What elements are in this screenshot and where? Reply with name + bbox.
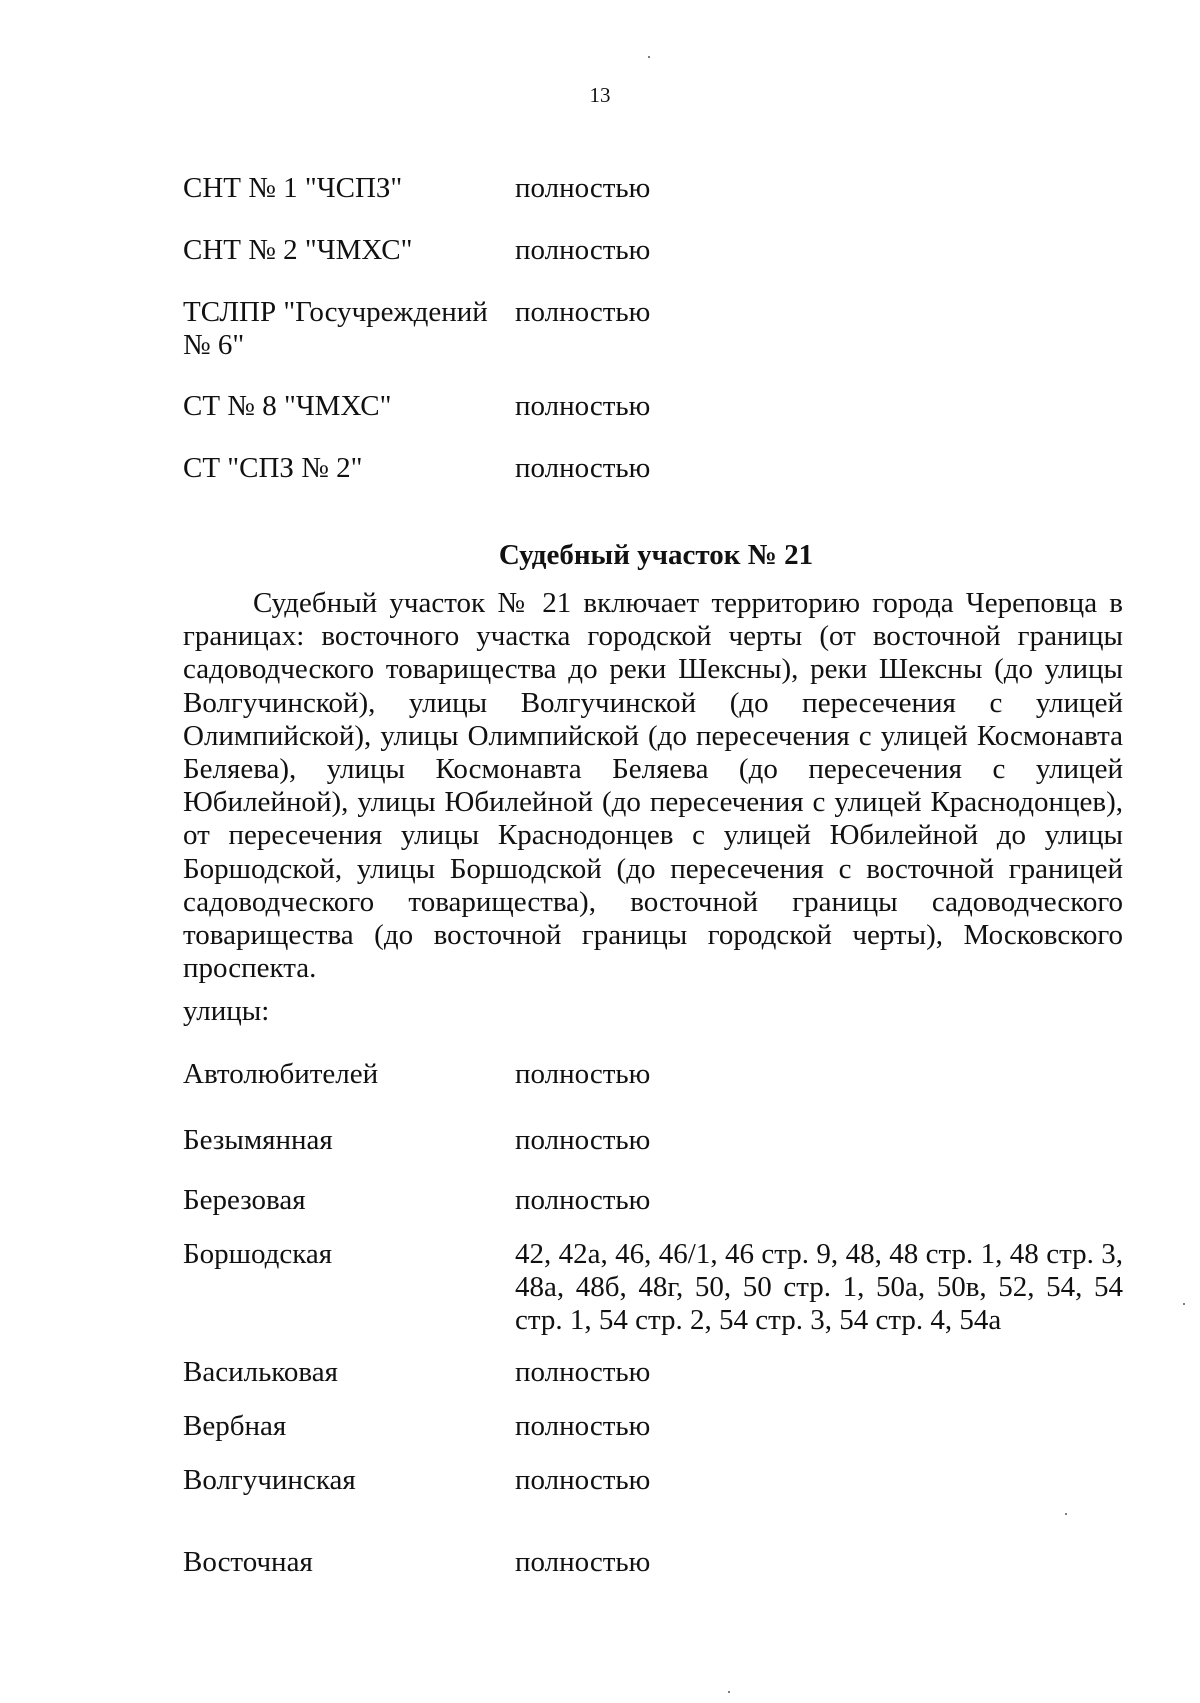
- scan-speck: [728, 1691, 730, 1693]
- section-heading: Судебный участок № 21: [498, 539, 814, 571]
- entry-name: СНТ № 1 "ЧСПЗ": [183, 172, 403, 204]
- scan-speck: [1183, 1303, 1185, 1305]
- street-value: полностью: [515, 1464, 651, 1496]
- page-number: 13: [589, 83, 611, 107]
- street-name: Безымянная: [183, 1124, 333, 1156]
- entry-name: СНТ № 2 "ЧМХС": [183, 234, 413, 266]
- street-name: Автолюбителей: [183, 1058, 379, 1090]
- scan-speck: [648, 56, 650, 58]
- entry-value: полностью: [515, 452, 651, 484]
- street-name: Вербная: [183, 1410, 287, 1442]
- street-name: Боршодская: [183, 1238, 333, 1270]
- entry-value: полностью: [515, 296, 651, 328]
- entry-name: СТ "СПЗ № 2": [183, 452, 363, 484]
- street-name: Волгучинская: [183, 1464, 356, 1496]
- street-value: полностью: [515, 1546, 651, 1578]
- street-name: Березовая: [183, 1184, 306, 1216]
- street-value: полностью: [515, 1058, 651, 1090]
- street-value: полностью: [515, 1184, 651, 1216]
- street-value: полностью: [515, 1410, 651, 1442]
- street-value: 42, 42а, 46, 46/1, 46 стр. 9, 48, 48 стр. 1, 48 стр. 3, 48а, 48б, 48г, 50, 50 стр. 1, 50а, 50в, 52, 54, 54 стр. 1, 54 стр. 2, 54 стр. 3, 54 стр. 4, 54а: [515, 1238, 1123, 1336]
- scan-speck: [1065, 1513, 1067, 1515]
- entry-value: полностью: [515, 234, 651, 266]
- entry-name: СТ № 8 "ЧМХС": [183, 390, 392, 422]
- streets-label: улицы:: [183, 995, 270, 1027]
- street-name: Восточная: [183, 1546, 313, 1578]
- entry-value: полностью: [515, 172, 651, 204]
- street-value: полностью: [515, 1356, 651, 1388]
- section-paragraph: Судебный участок № 21 включает территорию города Череповца в границах: восточного участка городской черты (от восточной границы садоводческого товарищества до реки Шексны), реки Шексны (до улицы Волгучинской), улицы Волгучинской (до пересечения с улицей Олимпийской), улицы Олимпийской (до пересечения с улицей Космонавта Беляева), улицы Космонавта Беляева (до пересечения с улицей Юбилейной), улицы Юбилейной (до пересечения с улицей Краснодонцев), от пересечения улицы Краснодонцев с улицей Юбилейной до улицы Боршодской, улицы Боршодской (до пересечения с восточной границей садоводческого товарищества), восточной границы садоводческого товарищества (до восточной границы городской черты), Московского проспекта.: [183, 587, 1123, 985]
- street-name: Васильковая: [183, 1356, 338, 1388]
- street-value: полностью: [515, 1124, 651, 1156]
- entry-name: ТСЛПР "Госучреждений № 6": [183, 296, 488, 361]
- entry-value: полностью: [515, 390, 651, 422]
